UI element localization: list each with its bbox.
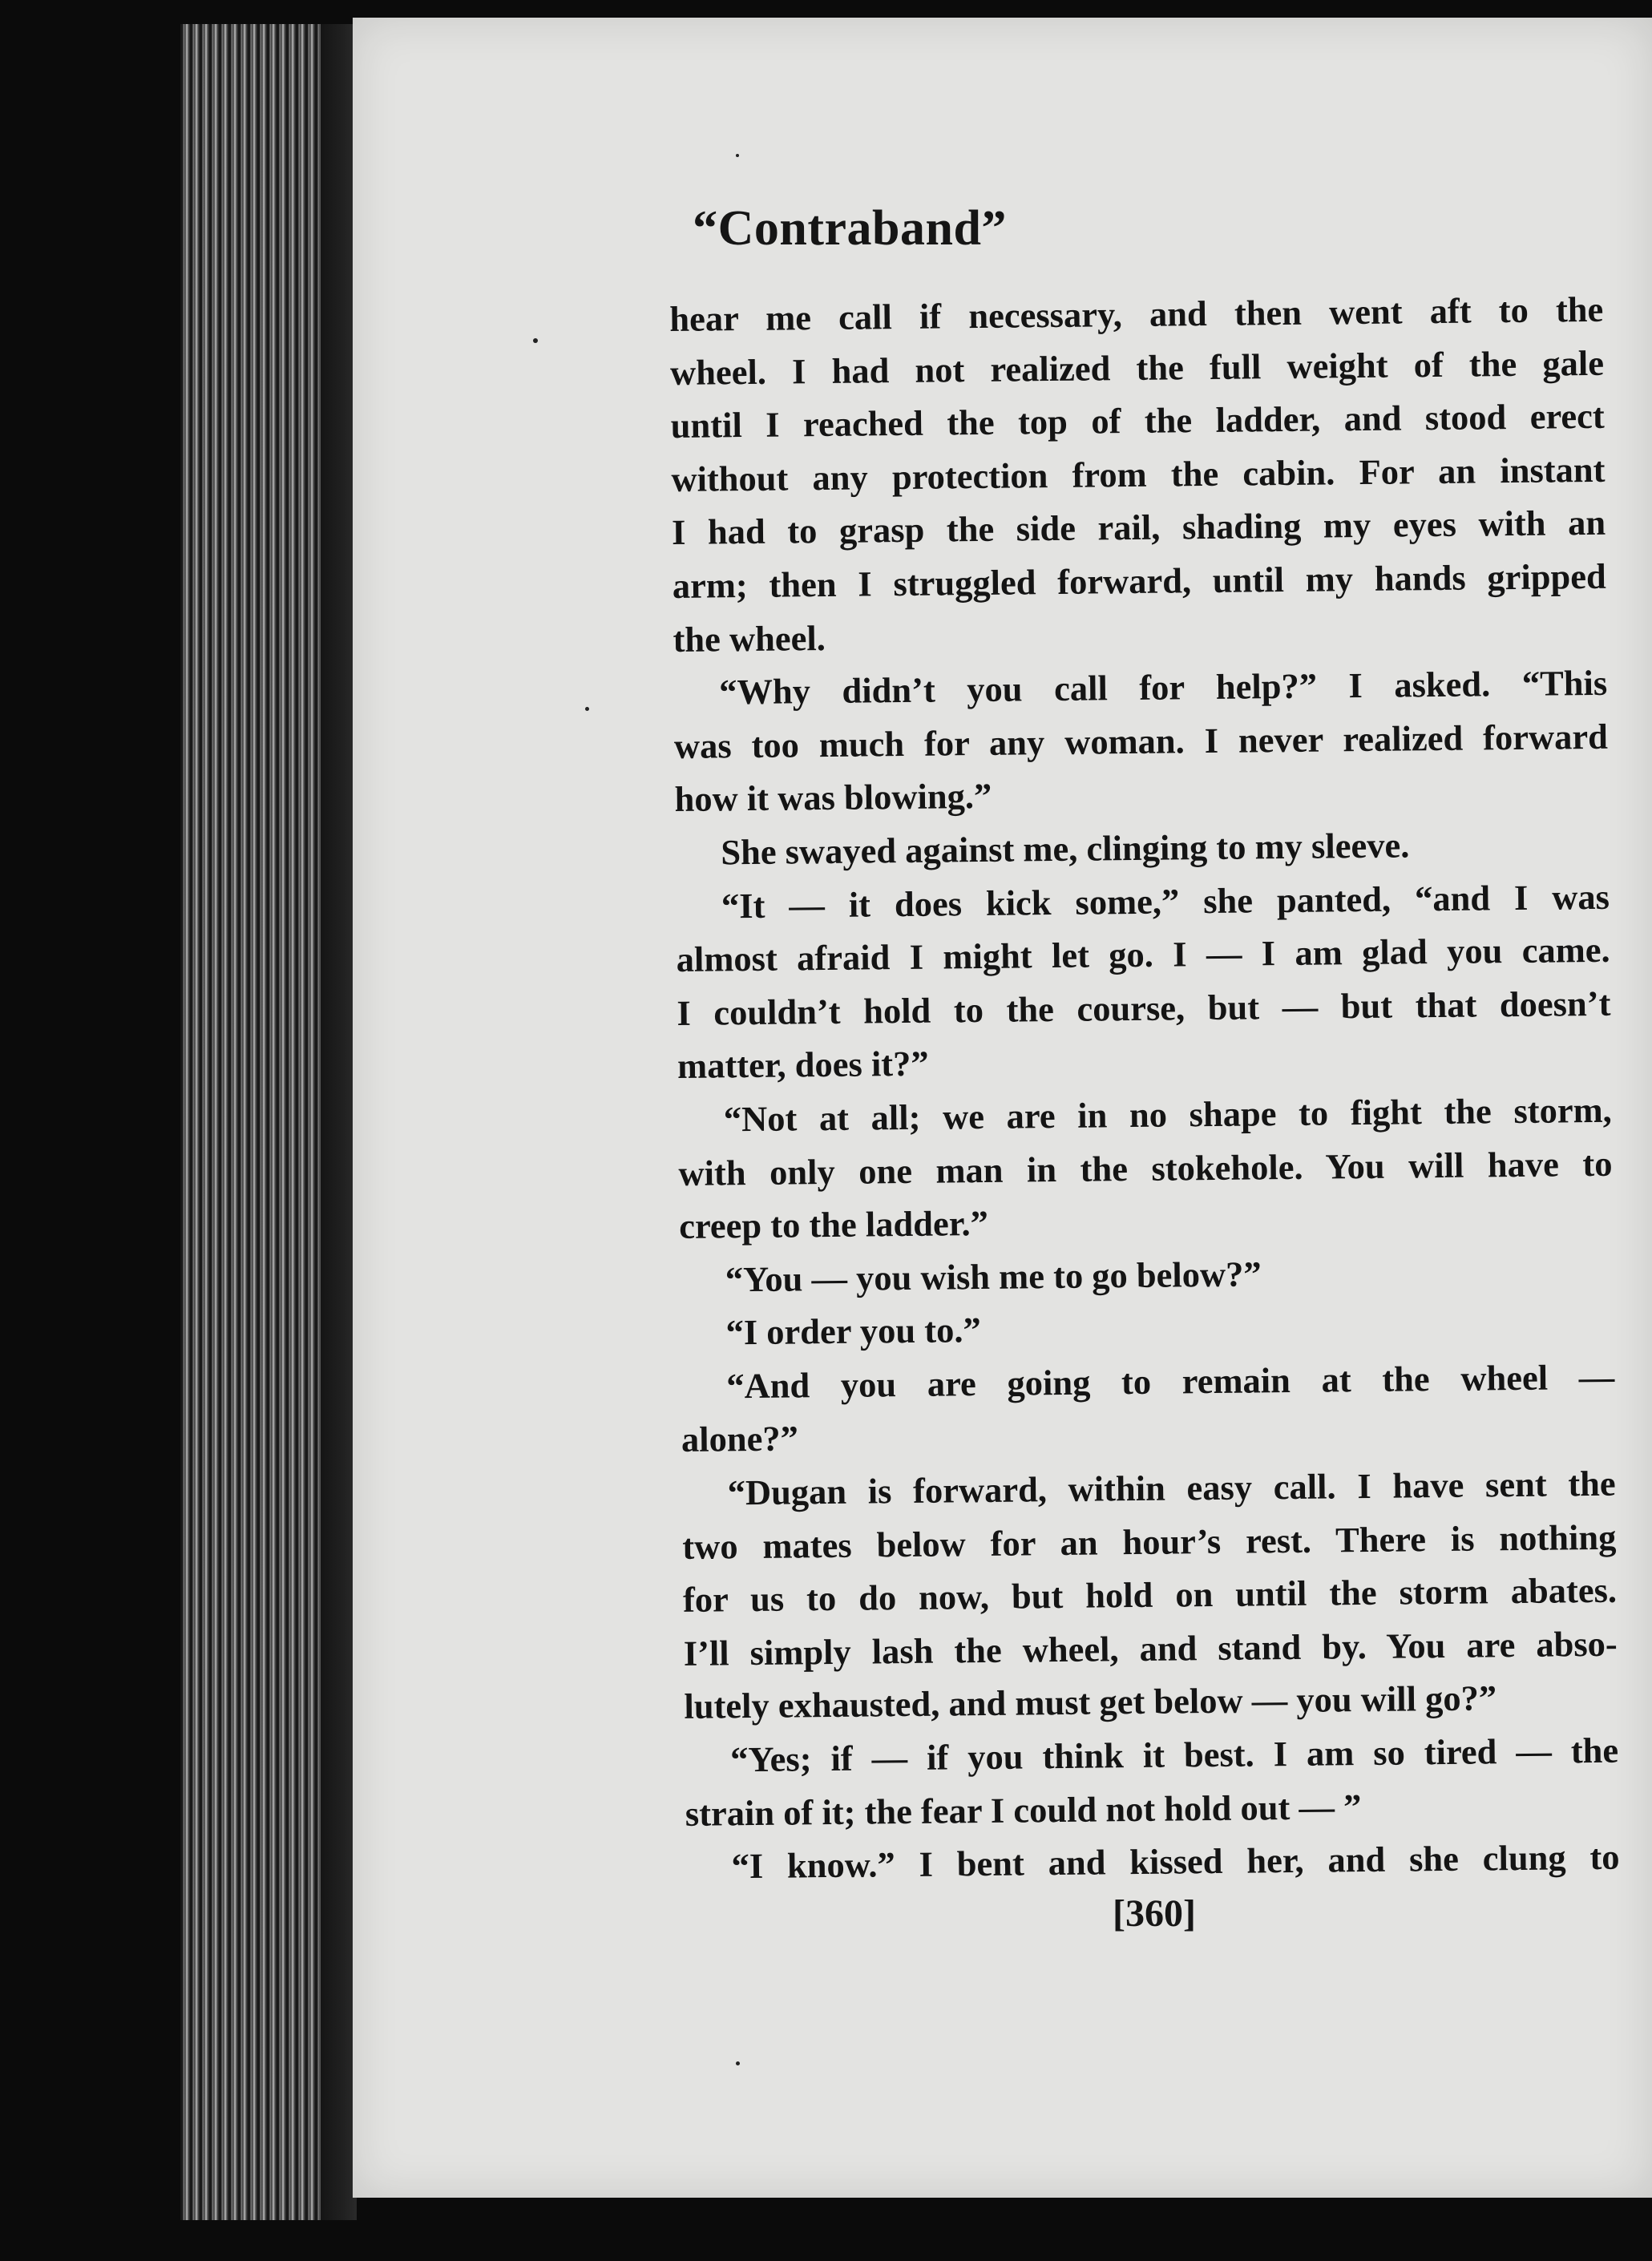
text-line: I couldn’t hold to the course, but — but that doesn’t [677, 983, 1611, 1033]
ink-speck [736, 154, 739, 157]
text-line: wheel. I had not realized the full weight of the gale [669, 342, 1605, 393]
text-line: with only one man in the stokehole. You will have to [678, 1143, 1613, 1193]
text-line: “I order you to.” [725, 1310, 981, 1353]
running-head [0, 200, 1411, 257]
text-line: without any protection from the cabin. For an instant [671, 449, 1606, 499]
text-line: “Not at all; we are in no shape to fight the storm, [723, 1089, 1613, 1140]
text-line: alone?” [681, 1418, 799, 1460]
page-number: [360] [1113, 1892, 1196, 1935]
text-line: arm; then I struggled forward, until my hands gripped [672, 555, 1607, 606]
text-line: for us to do now, but hold on until the storm abates. [682, 1569, 1618, 1621]
text-line: matter, does it?” [677, 1043, 929, 1087]
text-line: “Why didn’t you call for help?” I asked. “This [718, 662, 1608, 713]
text-line: strain of it; the fear I could not hold out — ” [685, 1786, 1362, 1834]
gutter-shadow [321, 24, 357, 2220]
text-line: almost afraid I might let go. I — I am glad you came. [676, 929, 1610, 980]
text-line: “I know.” I bent and kissed her, and she clung to [731, 1836, 1620, 1887]
text-line: until I reached the top of the ladder, and stood erect [670, 395, 1605, 446]
text-line: creep to the ladder.” [678, 1202, 989, 1247]
text-line: I’ll simply lash the wheel, and stand by. You are abso- [683, 1623, 1618, 1674]
ink-speck [736, 2061, 740, 2065]
body-text [669, 283, 1620, 1894]
text-line: was too much for any woman. I never realized forward [673, 716, 1609, 766]
ink-speck [585, 707, 589, 711]
text-line: “It — it does kick some,” she panted, “and I was [721, 876, 1610, 926]
text-line: hear me call if necessary, and then went aft to the [669, 289, 1604, 339]
text-line: I had to grasp the side rail, shading my eyes with an [671, 503, 1606, 553]
running-head-text: “Contraband” [693, 201, 1007, 256]
text-line: two mates below for an hour’s rest. There is nothing [682, 1516, 1617, 1567]
text-line: how it was blowing.” [674, 776, 992, 820]
text-line: “You — you wish me to go below?” [725, 1254, 1262, 1300]
text-line: “Dugan is forward, within easy call. I have sent the [727, 1463, 1616, 1513]
text-line: the wheel. [673, 617, 826, 660]
text-line: “Yes; if — if you think it best. I am so tired — the [729, 1730, 1619, 1780]
text-line: lutely exhausted, and must get below — you will go?” [684, 1678, 1497, 1727]
text-line: She swayed against me, clinging to my sleeve. [721, 825, 1410, 873]
text-line: “And you are going to remain at the wheel — [726, 1356, 1615, 1407]
ink-speck [533, 338, 538, 343]
